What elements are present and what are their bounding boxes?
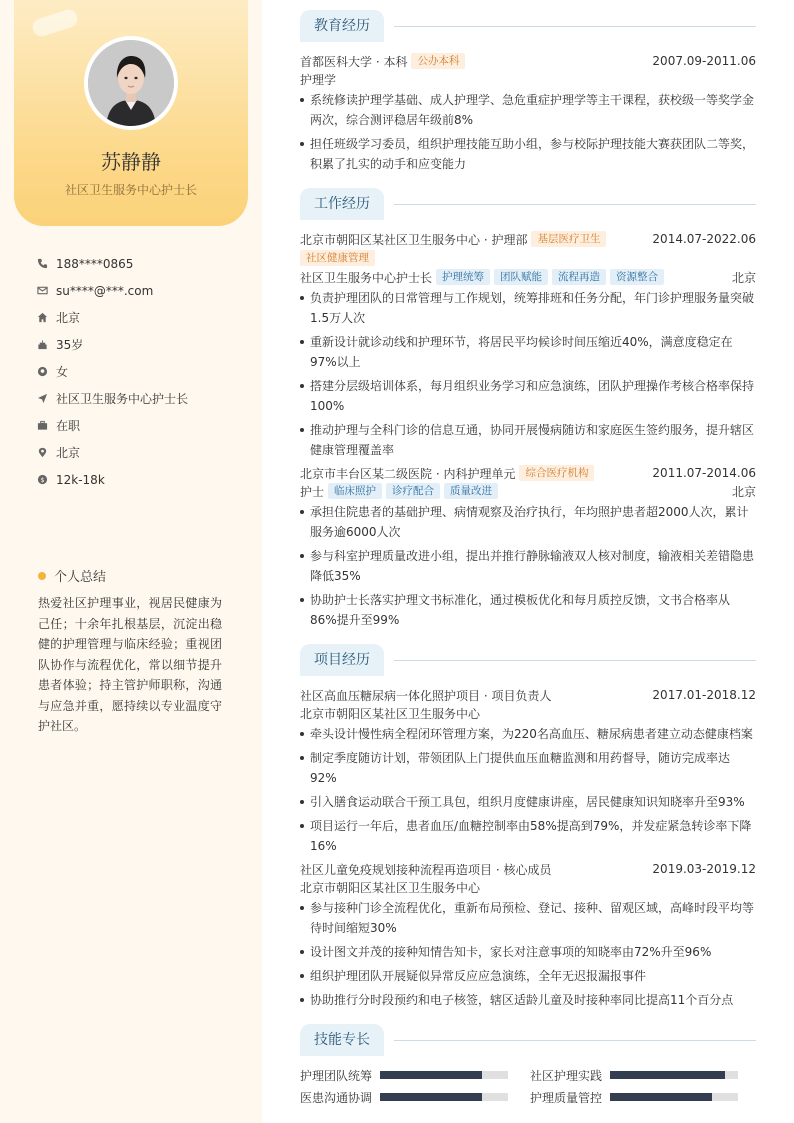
skill-bar <box>380 1071 508 1079</box>
date-range: 2014.07-2022.06 <box>652 232 756 246</box>
bullet-dot-icon <box>38 572 46 580</box>
education-row <box>300 52 756 70</box>
work-org-row <box>300 464 756 482</box>
list-item: 担任班级学习委员，组织护理技能互助小组，参与校际护理技能大赛获团队二等奖，积累了扎实的动手和应变能力 <box>300 134 756 174</box>
org-name: 北京市朝阳区某社区卫生服务中心 · 护理部 <box>300 232 528 247</box>
org-tag: 基层医疗卫生 <box>531 231 606 247</box>
section-title: 项目经历 <box>300 644 384 676</box>
bullet-list <box>300 502 756 630</box>
contact-home: 北京 <box>36 304 246 331</box>
list-item: 组织护理团队开展疑似异常反应应急演练，全年无迟报漏报事件 <box>300 966 756 986</box>
skill-bar-fill <box>380 1071 482 1079</box>
skill-tag: 团队赋能 <box>494 269 548 285</box>
role-row <box>300 482 756 500</box>
skill-tag: 诊疗配合 <box>386 483 440 499</box>
role-row <box>300 268 756 286</box>
education-section <box>300 10 756 174</box>
skill-grid <box>300 1066 756 1106</box>
role-name: 护士 <box>300 484 325 499</box>
mail-icon <box>36 285 48 297</box>
skill-bar-fill <box>380 1093 482 1101</box>
list-item: 协助护士长落实护理文书标准化，通过模板优化和每月质控反馈，文书合格率从86%提升至99% <box>300 590 756 630</box>
avatar-portrait-icon <box>88 40 174 126</box>
project-name: 社区儿童免疫规划接种流程再造项目 · 核心成员 <box>300 862 552 877</box>
phone-icon <box>36 258 48 270</box>
list-item: 系统修读护理学基础、成人护理学、急危重症护理学等主干课程，获校级一等奖学金两次，综合测评稳居年级前8% <box>300 90 756 130</box>
contact-phone: 188****0865 <box>36 250 246 277</box>
list-item: 协助推行分时段预约和电子核签，辖区适龄儿童及时接种率同比提高11个百分点 <box>300 990 756 1010</box>
projects-section <box>300 644 756 1010</box>
skill-bar-fill <box>610 1093 712 1101</box>
section-title: 技能专长 <box>300 1024 384 1056</box>
summary-heading: 个人总结 <box>38 566 106 585</box>
list-item: 重新设计就诊动线和护理环节，将居民平均候诊时间压缩近40%，满意度稳定在97%以上 <box>300 332 756 372</box>
contact-salary: $ 12k-18k <box>36 466 246 493</box>
section-header <box>300 188 756 220</box>
contact-status: 在职 <box>36 412 246 439</box>
bullet-list <box>300 90 756 174</box>
org-tag: 综合医疗机构 <box>519 465 594 481</box>
list-item: 参与科室护理质量改进小组，提出并推行静脉输液双人核对制度，输液相关差错隐患降低35% <box>300 546 756 586</box>
gender-icon <box>36 366 48 378</box>
list-item: 参与接种门诊全流程优化，重新布局预检、登记、接种、留观区域，高峰时段平均等待时间缩短30% <box>300 898 756 938</box>
money-icon <box>36 474 48 486</box>
skill-bar <box>380 1093 508 1101</box>
project-org: 北京市朝阳区某社区卫生服务中心 <box>300 880 481 895</box>
contact-gender: 女 <box>36 358 246 385</box>
contact-location: 北京 <box>36 439 246 466</box>
major: 护理学 <box>300 72 337 87</box>
list-item: 设计图文并茂的接种知情告知卡，家长对注意事项的知晓率由72%升至96% <box>300 942 756 962</box>
project-org: 北京市朝阳区某社区卫生服务中心 <box>300 706 481 721</box>
work-org-row <box>300 230 756 248</box>
contact-age: 35岁 <box>36 331 246 358</box>
skill-bar-fill <box>610 1071 725 1079</box>
skill-tag: 流程再造 <box>552 269 606 285</box>
date-range: 2019.03-2019.12 <box>652 862 756 876</box>
skill-tag: 质量改进 <box>444 483 498 499</box>
date-range: 2017.01-2018.12 <box>652 688 756 702</box>
list-item: 制定季度随访计划，带领团队上门提供血压血糖监测和用药督导，随访完成率达92% <box>300 748 756 788</box>
cake-icon <box>36 339 48 351</box>
send-icon <box>36 393 48 405</box>
skill-item: 社区护理实践 <box>530 1066 756 1084</box>
skill-bar <box>610 1093 738 1101</box>
contact-email: su****@***.com <box>36 277 246 304</box>
role-name: 社区卫生服务中心护士长 <box>300 270 433 285</box>
skill-bar <box>610 1071 738 1079</box>
bullet-list <box>300 898 756 1010</box>
section-header <box>300 10 756 42</box>
divider <box>394 1040 756 1041</box>
section-header <box>300 644 756 676</box>
sidebar <box>0 0 262 1123</box>
divider <box>394 26 756 27</box>
svg-text:$: $ <box>39 475 45 484</box>
bullet-list <box>300 288 756 460</box>
work-section <box>300 188 756 630</box>
skills-section <box>300 1024 756 1106</box>
section-title: 工作经历 <box>300 188 384 220</box>
city: 北京 <box>731 484 756 499</box>
section-header <box>300 1024 756 1056</box>
avatar <box>84 36 178 130</box>
skill-tag: 资源整合 <box>610 269 664 285</box>
project-name: 社区高血压糖尿病一体化照护项目 · 项目负责人 <box>300 688 552 703</box>
skill-item: 医患沟通协调 <box>300 1088 530 1106</box>
list-item: 引入膳食运动联合干预工具包，组织月度健康讲座，居民健康知识知晓率升至93% <box>300 792 756 812</box>
list-item: 牵头设计慢性病全程闭环管理方案，为220名高血压、糖尿病患者建立动态健康档案 <box>300 724 756 744</box>
divider <box>394 204 756 205</box>
school-name: 首都医科大学 · 本科 <box>300 54 408 69</box>
project-row <box>300 686 756 704</box>
org-tag: 社区健康管理 <box>300 250 375 266</box>
summary-text: 热爱社区护理事业，视居民健康为己任；十余年扎根基层，沉淀出稳健的护理管理与临床经验；重视团队协作与流程优化，常以细节提升患者体验；持主管护师职称，沟通与应急并重，愿持续以专业温度守护社区。 <box>38 596 222 733</box>
list-item: 项目运行一年后，患者血压/血糖控制率由58%提高到79%，并发症紧急转诊率下降16% <box>300 816 756 856</box>
date-range: 2007.09-2011.06 <box>652 54 756 68</box>
skill-tag: 护理统筹 <box>436 269 490 285</box>
list-item: 推动护理与全科门诊的信息互通，协同开展慢病随访和家庭医生签约服务，提升辖区健康管理覆盖率 <box>300 420 756 460</box>
section-title: 教育经历 <box>300 10 384 42</box>
list-item: 负责护理团队的日常管理与工作规划，统筹排班和任务分配，年门诊护理服务量突破1.5万人次 <box>300 288 756 328</box>
bullet-list <box>300 724 756 856</box>
briefcase-icon <box>36 420 48 432</box>
contact-list <box>36 250 246 493</box>
school-tag: 公办本科 <box>411 53 465 69</box>
list-item: 搭建分层级培训体系，每月组织业务学习和应急演练，团队护理操作考核合格率保持100% <box>300 376 756 416</box>
profile-name: 苏静静 <box>101 150 161 174</box>
skill-tag: 临床照护 <box>328 483 382 499</box>
org-tag-row <box>300 248 756 268</box>
skill-item: 护理质量管控 <box>530 1088 756 1106</box>
main-content <box>300 10 756 1120</box>
skill-item: 护理团队统筹 <box>300 1066 530 1084</box>
list-item: 承担住院患者的基础护理、病情观察及治疗执行，年均照护患者超2000人次，累计服务逾6000人次 <box>300 502 756 542</box>
org-name: 北京市丰台区某二级医院 · 内科护理单元 <box>300 466 516 481</box>
contact-position: 社区卫生服务中心护士长 <box>36 385 246 412</box>
profile-title: 社区卫生服务中心护士长 <box>64 183 197 197</box>
date-range: 2011.07-2014.06 <box>652 466 756 480</box>
divider <box>394 660 756 661</box>
city: 北京 <box>731 270 756 285</box>
project-row <box>300 860 756 878</box>
location-icon <box>36 447 48 459</box>
home-icon <box>36 312 48 324</box>
